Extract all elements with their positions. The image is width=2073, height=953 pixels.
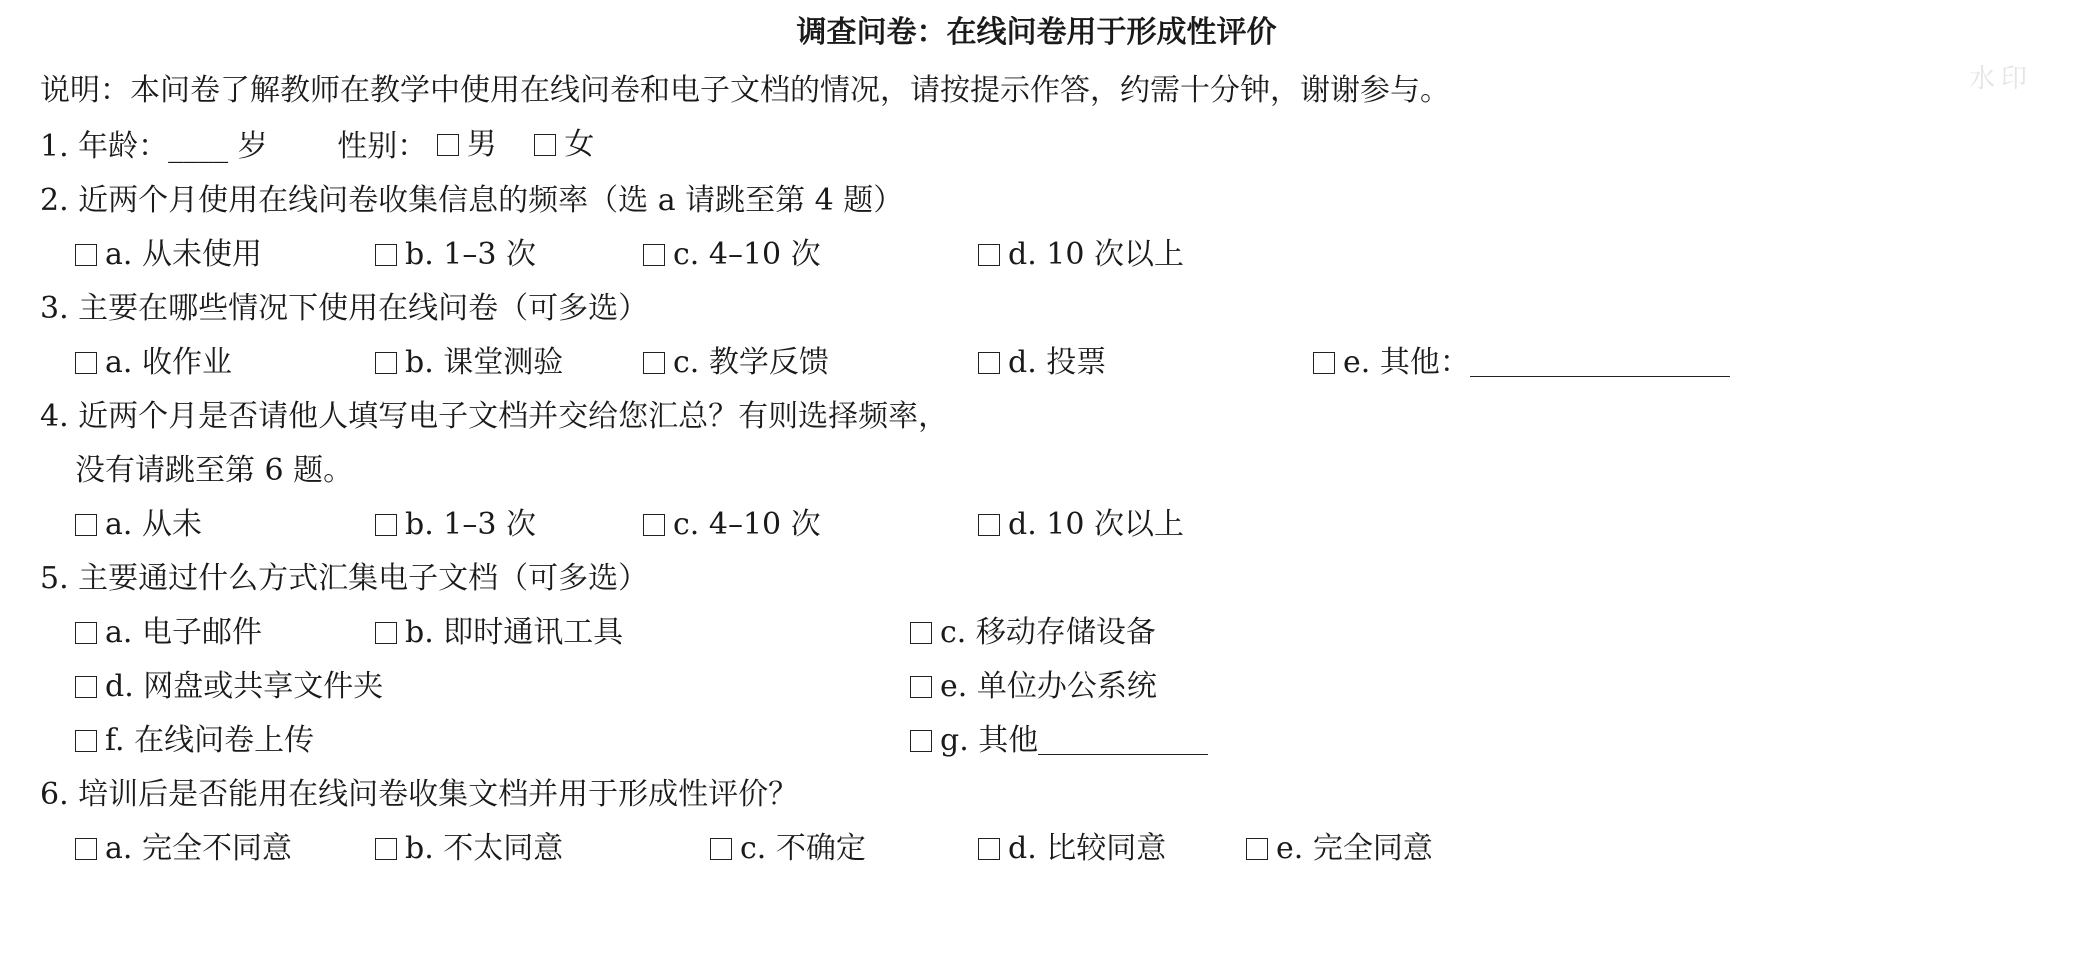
- option-label: c. 4–10 次: [673, 507, 821, 542]
- option-label: e. 其他：: [1343, 345, 1470, 380]
- question-6-options: [40, 822, 2033, 876]
- checkbox-icon[interactable]: [375, 838, 397, 860]
- q2-option-a[interactable]: [75, 228, 375, 282]
- q1-text: 1. 年龄：____ 岁: [40, 129, 268, 164]
- q6-option-d[interactable]: [978, 822, 1246, 876]
- q6-option-e[interactable]: [1246, 822, 1433, 876]
- checkbox-icon[interactable]: [375, 244, 397, 266]
- checkbox-icon[interactable]: [75, 352, 97, 374]
- checkbox-icon[interactable]: [75, 730, 97, 752]
- option-label: d. 比较同意: [1008, 831, 1167, 866]
- option-label: b. 不太同意: [405, 831, 564, 866]
- q5-option-c[interactable]: [910, 606, 1156, 660]
- q4-option-a[interactable]: [75, 498, 375, 552]
- q3-option-b[interactable]: [375, 336, 643, 390]
- option-label: d. 10 次以上: [1008, 507, 1184, 542]
- question-2-options: [40, 228, 2033, 282]
- option-label: b. 1–3 次: [405, 237, 536, 272]
- checkbox-icon[interactable]: [643, 352, 665, 374]
- q2-option-b[interactable]: [375, 228, 643, 282]
- q6-option-a[interactable]: [75, 822, 375, 876]
- question-2-text: 2. 近两个月使用在线问卷收集信息的频率（选 a 请跳至第 4 题）: [40, 183, 904, 218]
- option-label: a. 电子邮件: [105, 615, 262, 650]
- option-label: c. 不确定: [740, 831, 866, 866]
- checkbox-icon[interactable]: [437, 134, 459, 156]
- option-label: e. 单位办公系统: [940, 669, 1157, 704]
- q3-option-c[interactable]: [643, 336, 978, 390]
- checkbox-icon[interactable]: [75, 838, 97, 860]
- option-label: d. 投票: [1008, 345, 1107, 380]
- q3-option-d[interactable]: [978, 336, 1313, 390]
- question-4-text: 4. 近两个月是否请他人填写电子文档并交给您汇总？有则选择频率，: [40, 399, 949, 434]
- question-5-options-row2: [40, 660, 2033, 714]
- q5-option-a[interactable]: [75, 606, 375, 660]
- question-5-text: 5. 主要通过什么方式汇集电子文档（可多选）: [40, 561, 649, 596]
- checkbox-icon[interactable]: [75, 676, 97, 698]
- q6-option-c[interactable]: [710, 822, 978, 876]
- q2-option-c[interactable]: [643, 228, 978, 282]
- watermark: 水印: [1968, 64, 2033, 94]
- checkbox-icon[interactable]: [75, 244, 97, 266]
- checkbox-icon[interactable]: [910, 622, 932, 644]
- intro-text: 说明：本问卷了解教师在教学中使用在线问卷和电子文档的情况，请按提示作答，约需十分钟，谢谢参与。: [40, 73, 1450, 108]
- q3-option-e[interactable]: [1313, 336, 1730, 390]
- checkbox-icon[interactable]: [978, 838, 1000, 860]
- checkbox-icon[interactable]: [978, 352, 1000, 374]
- option-label: a. 完全不同意: [105, 831, 292, 866]
- checkbox-icon[interactable]: [375, 352, 397, 374]
- q2-option-d[interactable]: [978, 228, 1184, 282]
- question-3-options: [40, 336, 2033, 390]
- checkbox-icon[interactable]: [375, 514, 397, 536]
- question-4-text-cont: 没有请跳至第 6 题。: [75, 453, 354, 488]
- option-label: a. 从未使用: [105, 237, 262, 272]
- q4-option-d[interactable]: [978, 498, 1184, 552]
- checkbox-icon[interactable]: [375, 622, 397, 644]
- option-label: b. 即时通讯工具: [405, 615, 624, 650]
- question-3-text: 3. 主要在哪些情况下使用在线问卷（可多选）: [40, 291, 649, 326]
- checkbox-icon[interactable]: [710, 838, 732, 860]
- option-label: a. 从未: [105, 507, 202, 542]
- other-blank[interactable]: [1470, 350, 1730, 377]
- gender-male-option[interactable]: [437, 118, 497, 172]
- option-label: a. 收作业: [105, 345, 232, 380]
- q5-option-e[interactable]: [910, 660, 1157, 714]
- option-label: e. 完全同意: [1276, 831, 1433, 866]
- option-label: b. 课堂测验: [405, 345, 564, 380]
- option-label: c. 教学反馈: [673, 345, 829, 380]
- q3-option-a[interactable]: [75, 336, 375, 390]
- option-label: c. 移动存储设备: [940, 615, 1156, 650]
- option-label: d. 10 次以上: [1008, 237, 1184, 272]
- question-1: [40, 118, 2033, 174]
- q5-option-b[interactable]: [375, 606, 910, 660]
- option-label: f. 在线问卷上传: [105, 723, 315, 758]
- option-label: g. 其他: [940, 723, 1039, 758]
- checkbox-icon[interactable]: [534, 134, 556, 156]
- checkbox-icon[interactable]: [910, 730, 932, 752]
- checkbox-icon[interactable]: [910, 676, 932, 698]
- checkbox-icon[interactable]: [978, 514, 1000, 536]
- q5-option-d[interactable]: [75, 660, 910, 714]
- q4-option-b[interactable]: [375, 498, 643, 552]
- option-label: 女: [564, 127, 595, 162]
- checkbox-icon[interactable]: [1246, 838, 1268, 860]
- q6-option-b[interactable]: [375, 822, 710, 876]
- q4-option-c[interactable]: [643, 498, 978, 552]
- checkbox-icon[interactable]: [643, 514, 665, 536]
- option-label: c. 4–10 次: [673, 237, 821, 272]
- q5-option-f[interactable]: [75, 714, 910, 768]
- option-label: b. 1–3 次: [405, 507, 536, 542]
- gender-female-option[interactable]: [534, 118, 594, 172]
- other-blank[interactable]: [1038, 728, 1208, 755]
- checkbox-icon[interactable]: [1313, 352, 1335, 374]
- checkbox-icon[interactable]: [643, 244, 665, 266]
- option-label: 男: [466, 127, 497, 162]
- checkbox-icon[interactable]: [75, 514, 97, 536]
- question-6-text: 6. 培训后是否能用在线问卷收集文档并用于形成性评价？: [40, 777, 799, 812]
- checkbox-icon[interactable]: [75, 622, 97, 644]
- question-5-options-row1: [40, 606, 2033, 660]
- gender-label: 性别：: [337, 129, 428, 164]
- checkbox-icon[interactable]: [978, 244, 1000, 266]
- question-4-options: [40, 498, 2033, 552]
- question-5-options-row3: [40, 714, 2033, 768]
- option-label: d. 网盘或共享文件夹: [105, 669, 384, 704]
- q5-option-g[interactable]: [910, 714, 1208, 768]
- page-title: 调查问卷：在线问卷用于形成性评价: [796, 15, 1277, 50]
